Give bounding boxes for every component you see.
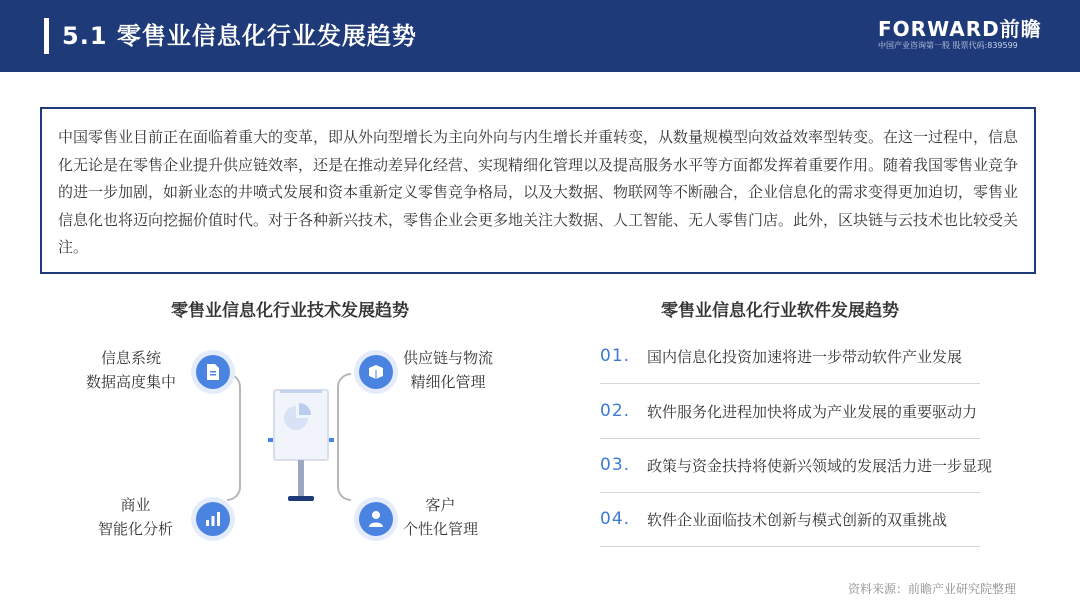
list-item — [600, 340, 980, 384]
bar-chart-icon — [196, 502, 230, 536]
logo-text: FORWARD前瞻 — [878, 17, 1042, 41]
trend-text: 国内信息化投资加速将进一步带动软件产业发展 — [647, 348, 963, 366]
trend-number: 03. — [600, 455, 631, 475]
intro-paragraph: 中国零售业目前正在面临着重大的变革，即从外向型增长为主向外向与内生增长并重转变，从数量规模型向效益效率型转变。在这一过程中，信息化无论是在零售企业提升供应链效率，还是在推动差异化经营、实现精细化管理以及提高服务水平等方面都发挥着重要作用。随着我国零售业竞争的进一步加剧，如新业态的井喷式发展和资本重新定义零售竞争格局，以及大数据、物联网等不断融合，企业信息化的需求变得更加迫切，零售业信息化也将迈向挖掘价值时代。对于各种新兴技术，零售企业会更多地关注大数据、人工智能、无人零售门店。此外，区块链与云技术也比较受关注。 — [58, 128, 1019, 256]
trend-number: 04. — [600, 509, 631, 529]
intro-box — [40, 107, 1036, 274]
user-icon — [359, 502, 393, 536]
node-supply-chain-label — [403, 346, 493, 394]
node-customer-line1: 客户 — [425, 496, 456, 514]
logo-tagline: 中国产业咨询第一股 股票代码:839599 — [878, 41, 1018, 50]
node-info-system-line2: 数据高度集中 — [86, 373, 177, 391]
trend-text: 政策与资金扶持将使新兴领域的发展活力进一步显现 — [647, 457, 993, 475]
title-accent-bar — [44, 18, 49, 54]
node-business-line1: 商业 — [120, 496, 151, 514]
node-supply-chain-line2: 精细化管理 — [410, 373, 486, 391]
list-item — [600, 449, 993, 493]
left-connector-bracket — [227, 373, 241, 501]
page-title: 5.1 零售业信息化行业发展趋势 — [62, 22, 417, 50]
software-trend-title: 零售业信息化行业软件发展趋势 — [661, 301, 899, 321]
list-item — [600, 395, 980, 439]
header-bar — [0, 0, 1080, 72]
node-customer-label — [403, 493, 478, 541]
trend-text: 软件服务化进程加快将成为产业发展的重要驱动力 — [647, 403, 978, 421]
forward-logo — [878, 18, 1048, 58]
source-note: 资料来源：前瞻产业研究院整理 — [848, 582, 1017, 596]
cube-icon — [359, 355, 393, 389]
node-supply-chain-line1: 供应链与物流 — [403, 349, 494, 367]
node-customer-line2: 个性化管理 — [403, 520, 479, 538]
presentation-board-icon — [268, 386, 334, 506]
node-business-line2: 智能化分析 — [98, 520, 174, 538]
document-icon — [196, 355, 230, 389]
trend-number: 02. — [600, 401, 631, 421]
node-info-system-line1: 信息系统 — [101, 349, 162, 367]
right-connector-bracket — [337, 373, 351, 501]
node-info-system-label — [86, 346, 176, 394]
trend-number: 01. — [600, 346, 631, 366]
node-business-label — [98, 493, 173, 541]
tech-trend-title: 零售业信息化行业技术发展趋势 — [171, 301, 409, 321]
trend-text: 软件企业面临技术创新与模式创新的双重挑战 — [647, 511, 948, 529]
list-item — [600, 503, 980, 547]
